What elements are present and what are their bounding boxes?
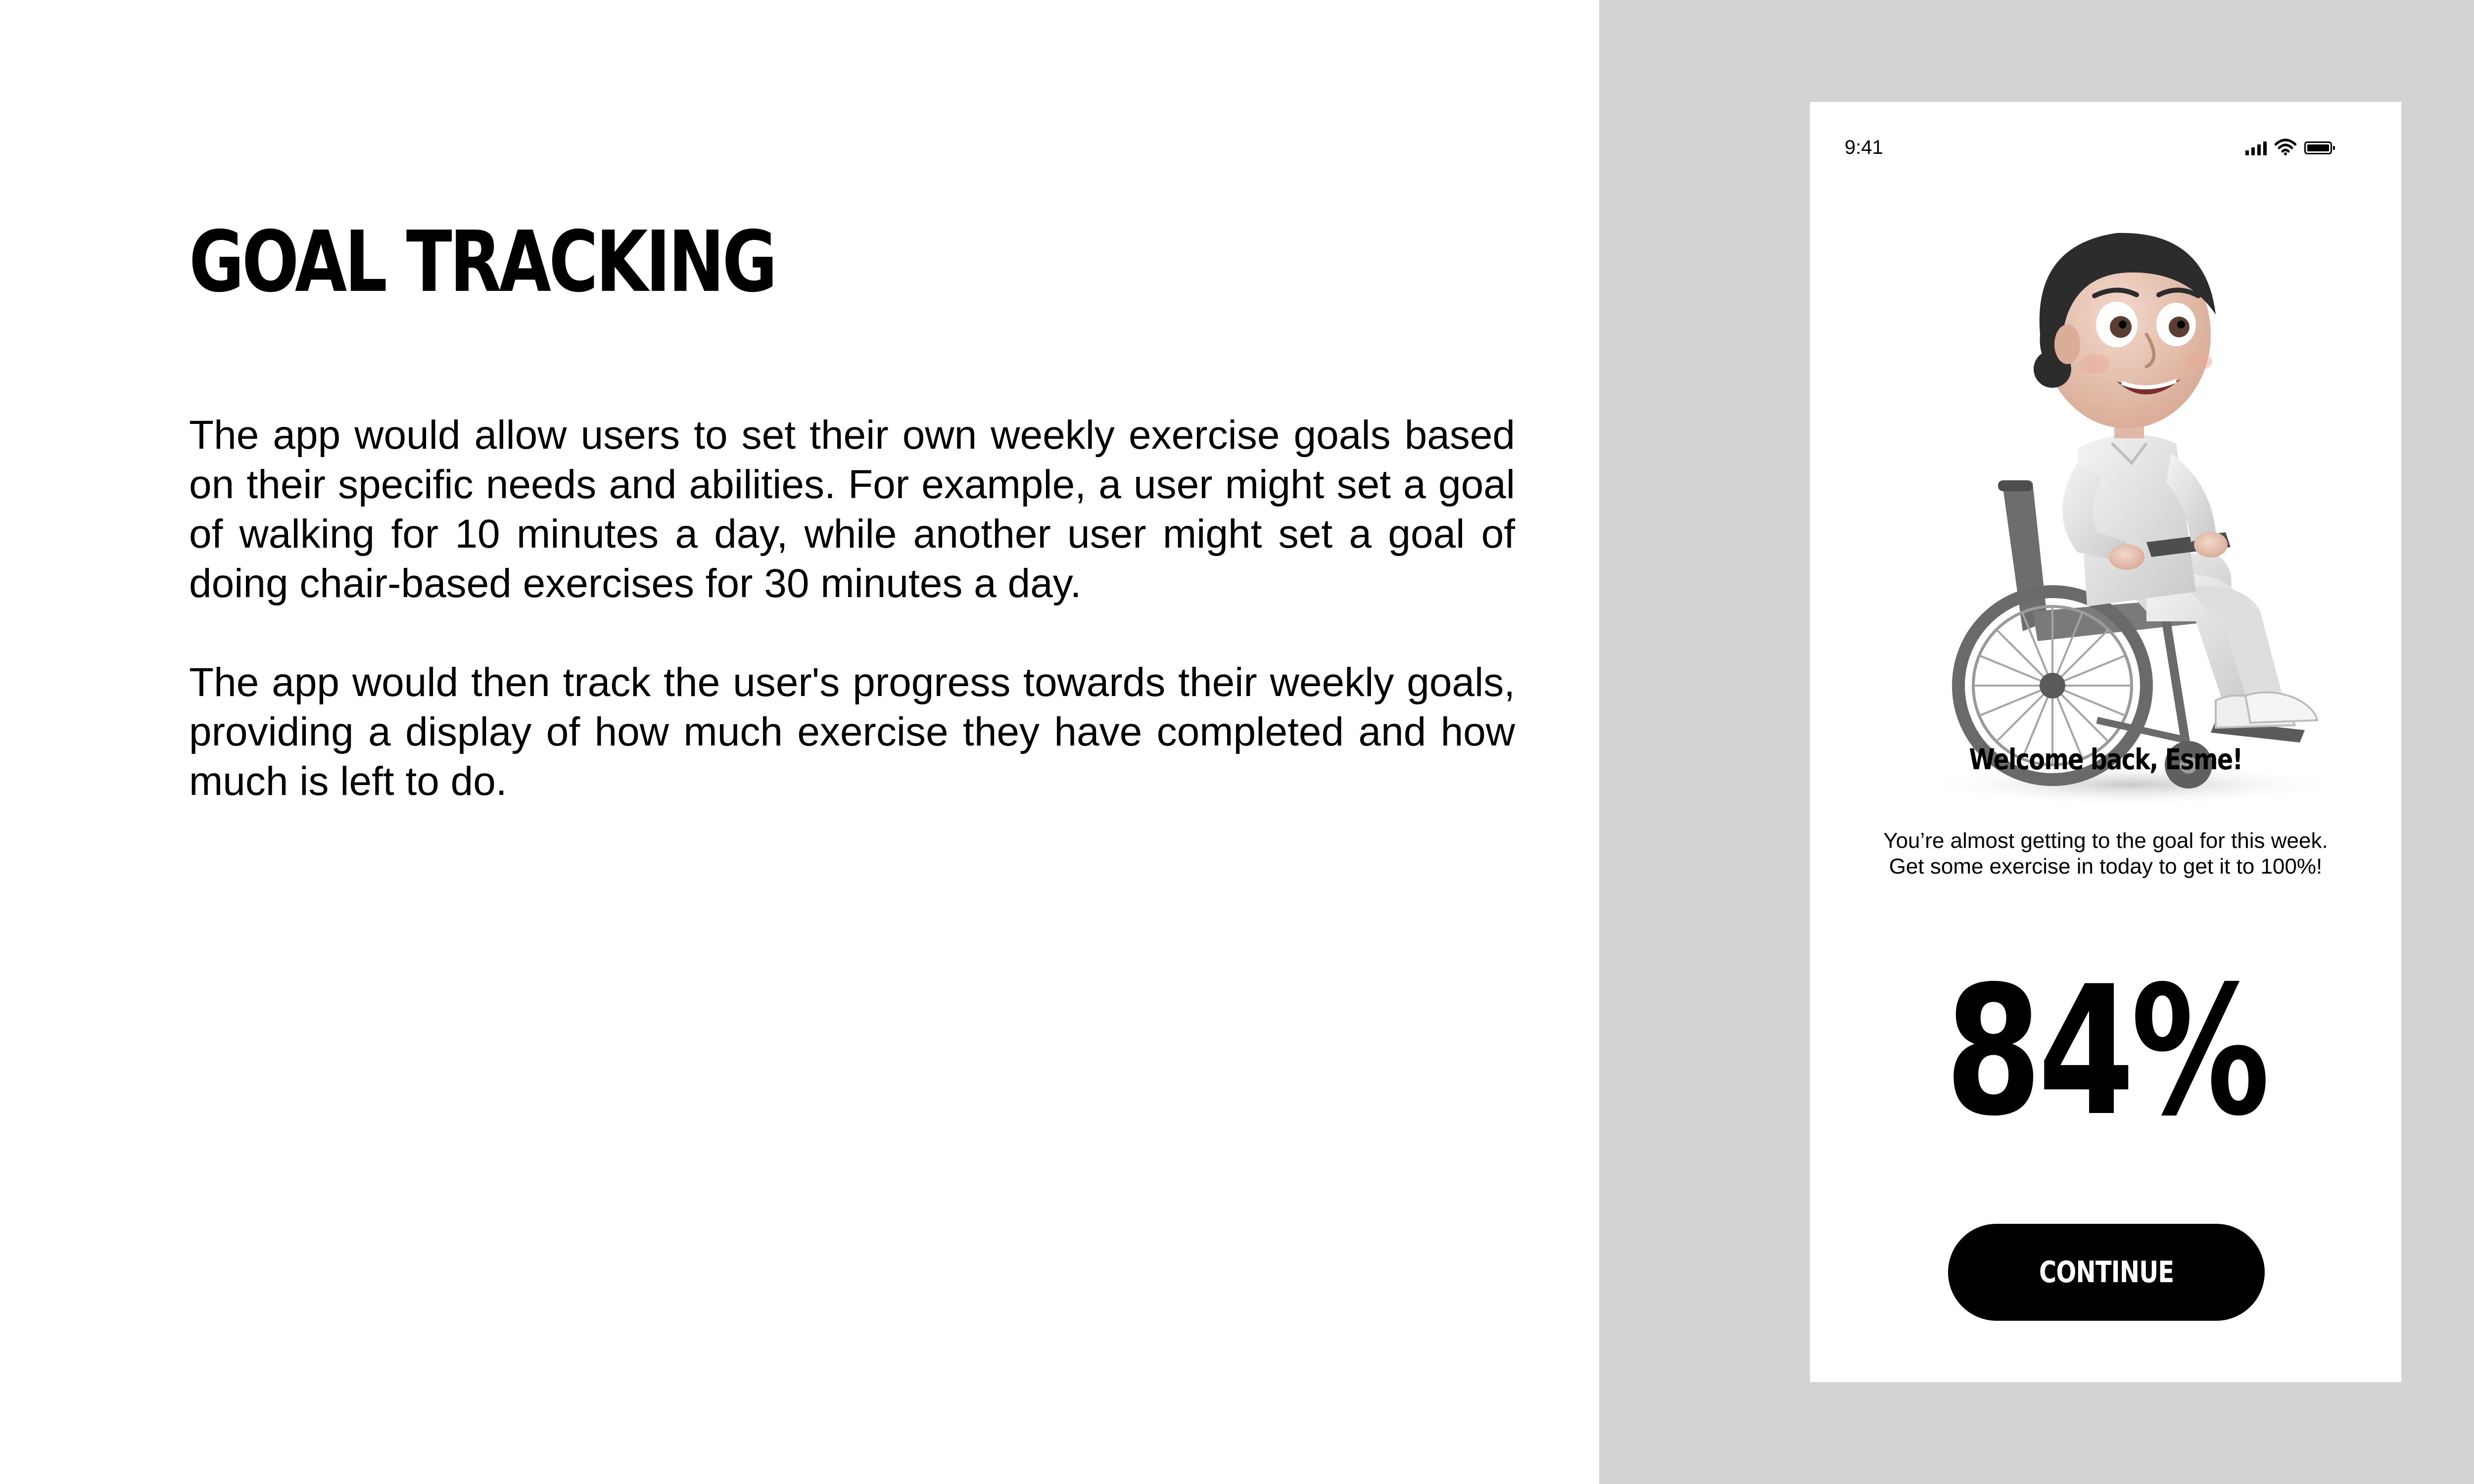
wheelchair-user-illustration	[1869, 186, 2354, 829]
description-paragraph: The app would then track the user's progress towards their weekly goals, providing a display of how much exercise they have completed and how much is left to do.	[189, 660, 1515, 804]
status-icons	[2245, 136, 2332, 155]
phone-screen	[1810, 102, 2401, 1382]
status-time: 9:41	[1845, 137, 1883, 158]
slide-title: GOAL TRACKING	[189, 213, 775, 311]
wifi-icon	[2275, 139, 2296, 155]
welcome-heading: Welcome back, Esme!	[1969, 742, 2242, 776]
signal-icon	[2245, 140, 2267, 155]
continue-button[interactable]	[1948, 1224, 2265, 1321]
description-paragraph: The app would allow users to set their own weekly exercise goals based on their specific needs and abilities. For example, a user might set a goal of walking for 10 minutes a day, while another user might set a goal of doing chair-based exercises for 30 minutes a day.	[189, 413, 1515, 606]
progress-percentage: 84%	[1945, 948, 2266, 1155]
progress-message	[1810, 828, 2401, 880]
progress-message-line: You’re almost getting to the goal for this week.	[1883, 829, 2328, 853]
battery-icon	[2304, 141, 2332, 154]
continue-button-label: CONTINUE	[2039, 1255, 2174, 1290]
progress-message-line: Get some exercise in today to get it to 100%!	[1889, 854, 2323, 879]
